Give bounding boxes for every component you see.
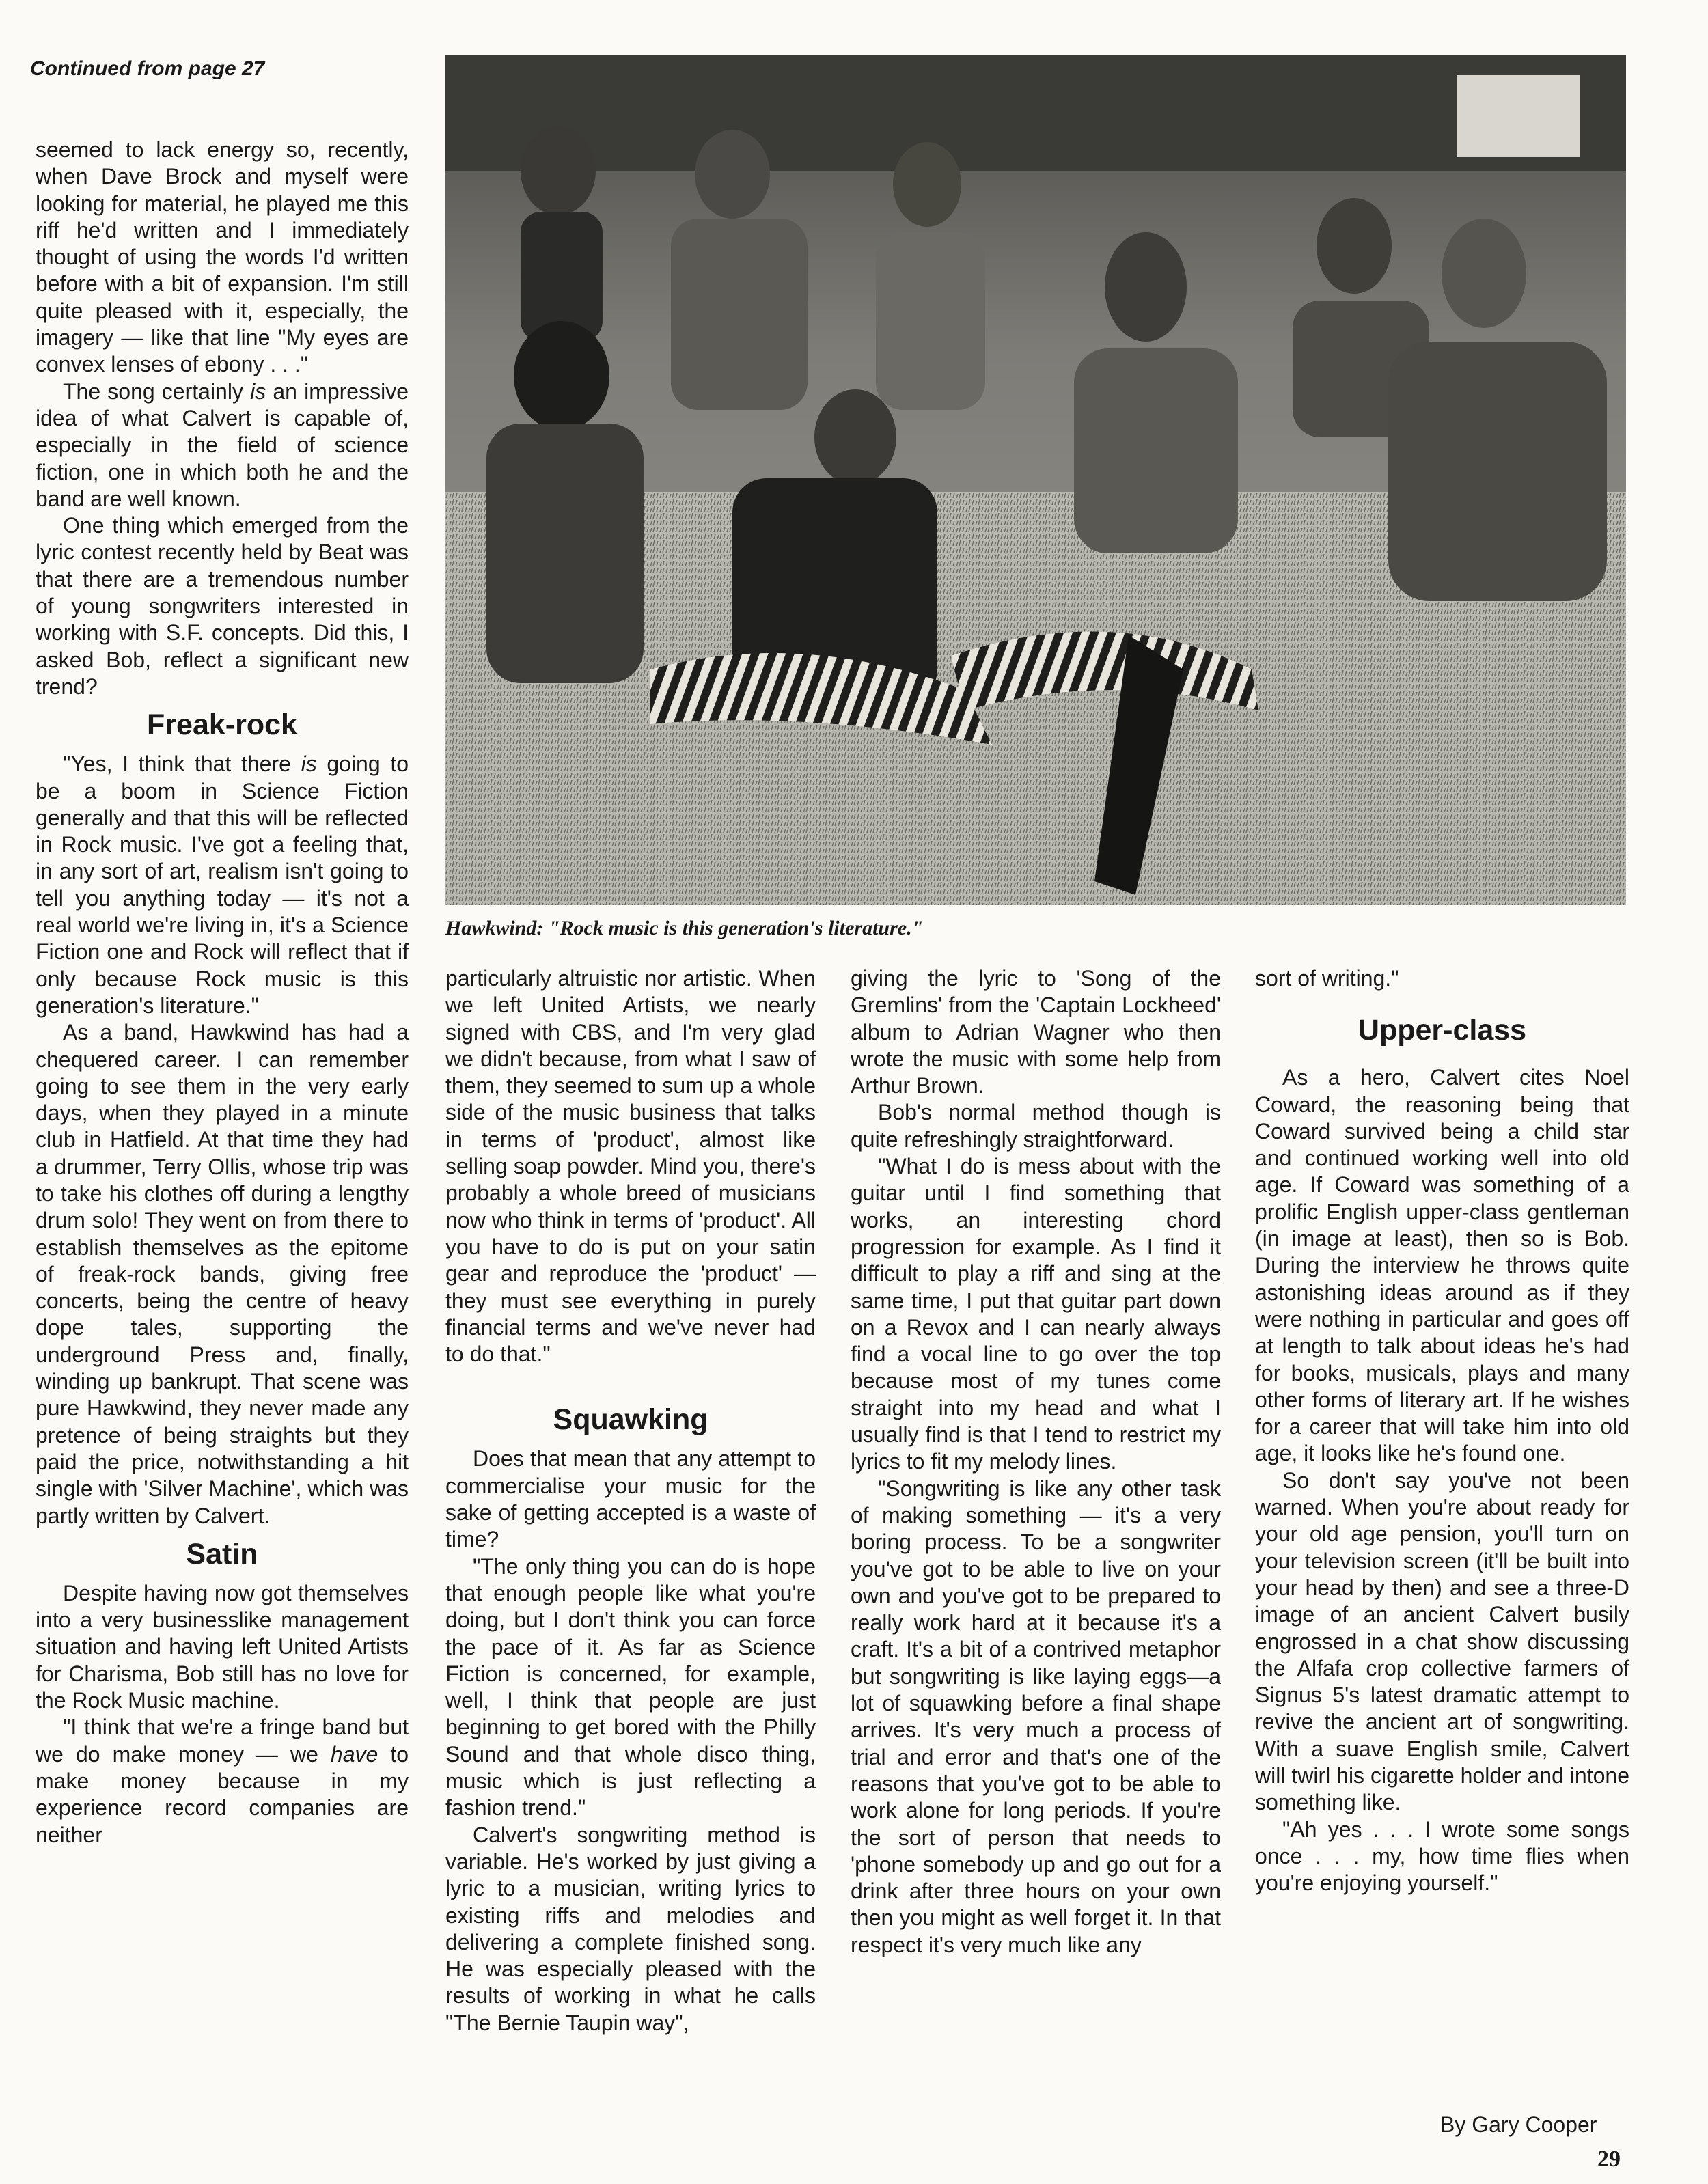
paragraph: As a hero, Calvert cites Noel Coward, the reasoning being that Coward survived being a child star and continued working well into old age. If Coward was something of a prolific English upper-class gentleman (in image at least), then so is Bob. During the interview he throws quite astonishing ideas around as if they were nothing in particular and goes off at length to talk about ideas he's had for books, musicals, plays and many other forms of literary art. If he wishes for a career that will take him into old age, it looks like he's found one. [1255,1065,1629,1466]
paragraph: Despite having now got themselves into a very businesslike management situation and having left United Artists for Charisma, Bob still has no love for the Rock Music machine. [36,1580,409,1713]
article-column-2 [445,965,816,2036]
paragraph: "Songwriting is like any other task of making something — it's a very boring process. To be a songwriter you've got to be able to live on your own and you've got to be prepared to really work hard at it because it's a craft. It's a bit of a contrived metaphor but songwriting is like laying eggs—a lot of squawking before a final shape arrives. It's very much a process of trial and error and that's one of the reasons that you've got to be able to work alone for long periods. If you're the sort of person that needs to 'phone somebody up and go out for a drink after three hours on your own then you might as well forget it. In that respect it's very much like any [851,1476,1221,1957]
subheading-satin: Satin [186,1537,258,1571]
paragraph: So don't say you've not been warned. When you're about ready for your old age pension, you'll turn on your television screen (it'll be built into your head by then) and see a three-D image of an ancient Calvert busily engrossed in a chat show discussing the Alfafa crop collective farmers of Signus 5's latest dramatic attempt to revive the ancient art of songwriting. With a suave English smile, Calvert will twirl his cigarette holder and intone something like. [1255,1467,1629,1815]
article-column-4 [1255,965,1629,1897]
page-number: 29 [1597,2146,1621,2172]
article-column-1 [36,137,409,1849]
paragraph: As a band, Hawkwind has had a chequered career. I can remember going to see them in the very early days, when they played in a minute club in Hatfield. At that time they had a drummer, Terry Ollis, whose trip was to take his clothes off during a lengthy drum solo! They went on from there to establish themselves as the epitome of freak-rock bands, giving free concerts, being the centre of heavy dope tales, supporting the underground Press and, finally, winding up bankrupt. That scene was pure Hawkwind, they never made any pretence of being straights but they paid the price, notwithstanding a hit single with 'Silver Machine', which was partly written by Calvert. [36,1020,409,1528]
paragraph: sort of writing." [1255,966,1399,991]
paragraph: Does that mean that any attempt to commercialise your music for the sake of getting accepted is a waste of time? [445,1446,816,1552]
continued-from-label: Continued from page 27 [30,57,265,80]
paragraph: "The only thing you can do is hope that enough people like what you're doing, but I don't think you can force the pace of it. As far as Science Fiction is concerned, for example, well, I think that people are just beginning to get bored with the Philly Sound and that whole disco thing, music which is just reflecting a fashion trend." [445,1553,816,1821]
paragraph: giving the lyric to 'Song of the Gremlins' from the 'Captain Lockheed' album to Adrian Wagner who then wrote the music with some help from Arthur Brown. [851,966,1221,1098]
paragraph: One thing which emerged from the lyric contest recently held by Beat was that there are a tremendous number of young songwriters interested in working with S.F. concepts. Did this, I asked Bob, reflect a significant new trend? [36,513,409,699]
subheading-freak-rock: Freak-rock [147,708,297,742]
paragraph: "I think that we're a fringe band but we do make money — we have to make money because in my experience record companies are neither [36,1715,409,1847]
subheading-squawking: Squawking [553,1403,708,1437]
paragraph: seemed to lack energy so, recently, when Dave Brock and myself were looking for material, he played me this riff he'd written and I immediately thought of using the words I'd written before with a bit of expansion. I'm still quite pleased with it, especially, the imagery — like that line "My eyes are convex lenses of ebony . . ." [36,137,409,377]
paragraph: The song certainly is an impressive idea of what Calvert is capable of, especially in the field of science fiction, one in which both he and the band are well known. [36,378,409,511]
paragraph: Bob's normal method though is quite refreshingly straightforward. [851,1100,1221,1152]
paragraph: Calvert's songwriting method is variable. He's worked by just giving a lyric to a musician, writing lyrics to existing riffs and melodies and delivering a complete finished song. He was especially pleased with the results of working in what he calls "The Bernie Taupin way", [445,1822,816,2035]
subheading-upper-class: Upper-class [1358,1014,1527,1047]
paragraph: "What I do is mess about with the guitar until I find something that works, an interesting chord progression for example. As I find it difficult to play a riff and sing at the same time, I put that guitar part down on a Revox and I can nearly always find a vocal line to go over the top because most of my tunes come straight into my head and what I usually find is that I tend to restrict my lyrics to fit my melody lines. [851,1154,1221,1474]
photo-caption: Hawkwind: "Rock music is this generation's literature." [445,917,924,939]
article-column-3 [851,965,1221,1959]
band-photo [445,55,1626,905]
paragraph: "Yes, I think that there is going to be a boom in Science Fiction generally and that this will be reflected in Rock music. I've got a feeling that, in any sort of art, realism isn't going to tell you anything today — it's not a real world we're living in, it's a Science Fiction one and Rock will reflect that if only because Rock music is this generation's literature." [36,751,409,1018]
byline: By Gary Cooper [1440,2112,1597,2137]
paragraph: particularly altruistic nor artistic. When we left United Artists, we nearly signed with CBS, and I'm very glad we didn't because, from what I saw of them, they seemed to sum up a whole side of the music business that talks in terms of 'product', almost like selling soap powder. Mind you, there's probably a whole breed of musicians now who think in terms of 'product'. All you have to do is put on your satin gear and reproduce the 'product' — they must see everything in purely financial terms and we've never had to do that." [445,966,816,1367]
paragraph: "Ah yes . . . I wrote some songs once . . . my, how time flies when you're enjoying yourself." [1255,1816,1629,1896]
